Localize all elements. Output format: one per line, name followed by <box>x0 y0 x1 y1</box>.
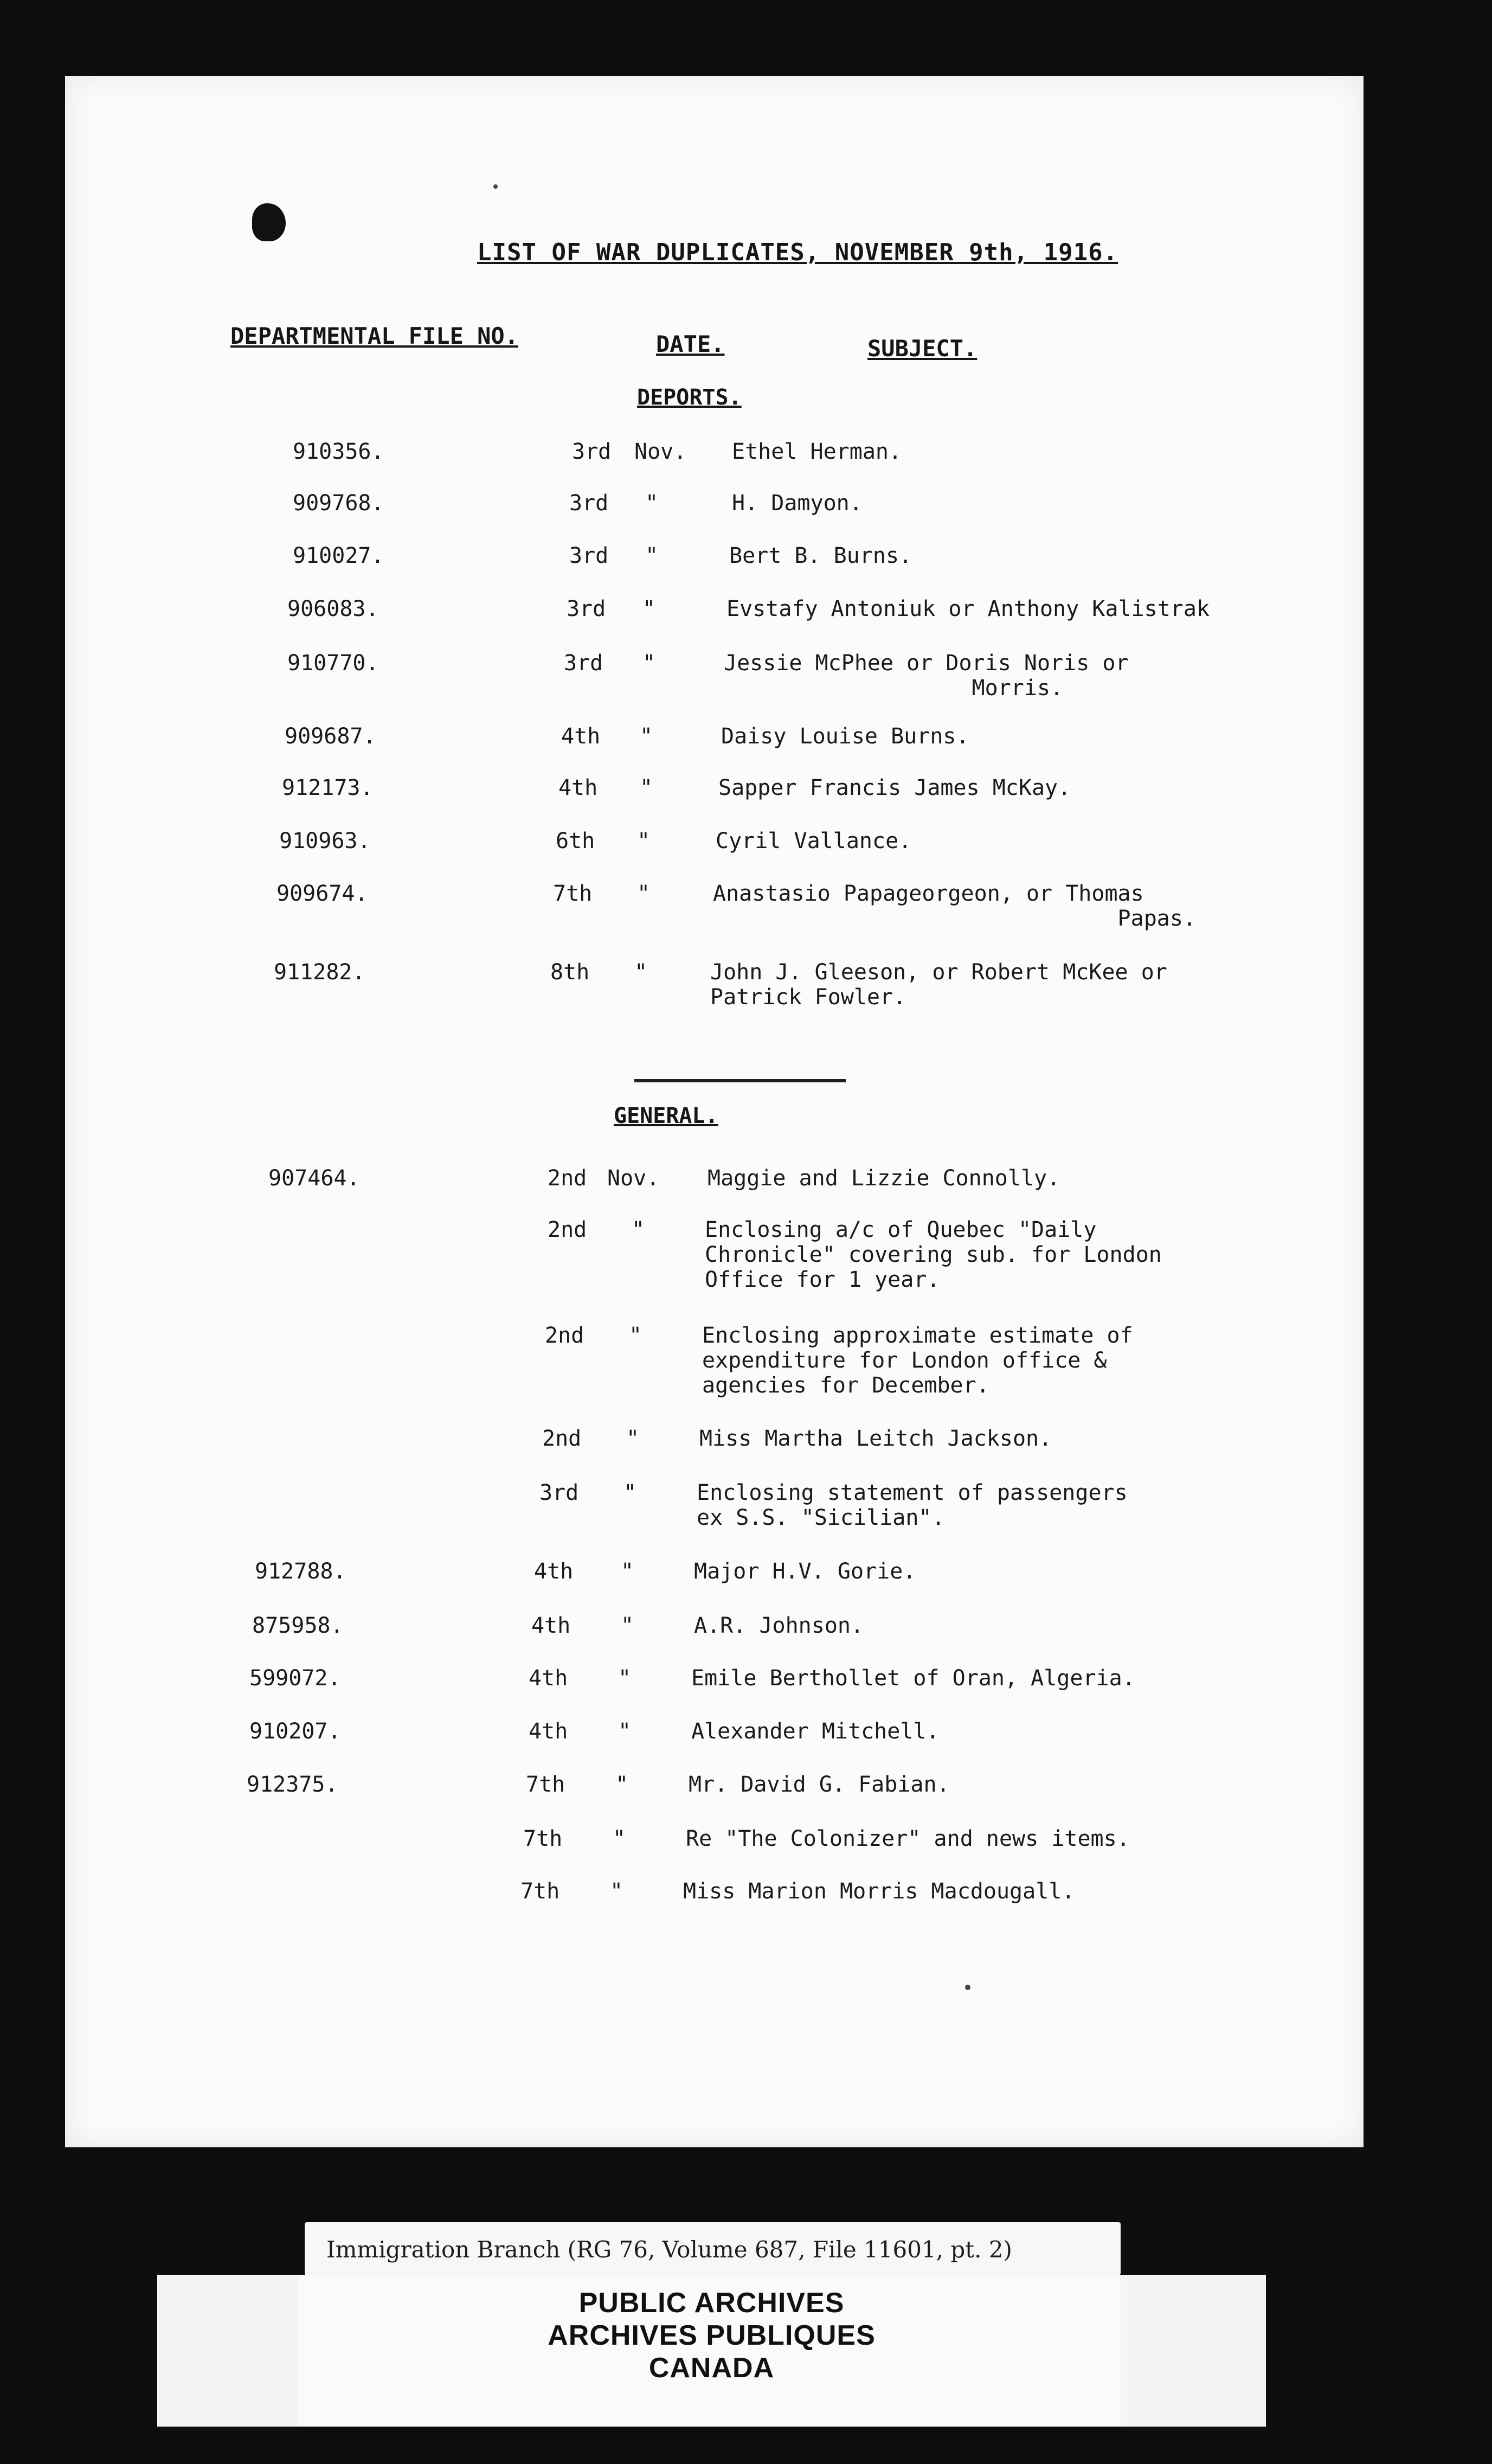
entry-subject: Emile Berthollet of Oran, Algeria. <box>691 1666 1135 1691</box>
entry-date: 3rd <box>539 1480 579 1505</box>
entry-date: 6th <box>556 829 595 854</box>
entry-date: 3rd <box>569 543 609 568</box>
entry-month: " <box>645 543 659 568</box>
entry-subject: Ethel Herman. <box>732 439 902 464</box>
archive-stamp <box>157 2275 1266 2427</box>
entry-month: " <box>634 960 648 985</box>
entry-subject: Sapper Francis James McKay. <box>718 775 1071 800</box>
entry-month: " <box>629 1323 642 1348</box>
entry-month: " <box>618 1666 632 1691</box>
dust-speck <box>493 184 498 189</box>
archive-source-text: Immigration Branch (RG 76, Volume 687, File 11601, pt. 2) <box>326 2236 1012 2263</box>
file-number: 875958. <box>252 1613 344 1638</box>
entry-date: 4th <box>561 724 601 749</box>
file-number: 907464. <box>268 1166 360 1191</box>
entry-date: 7th <box>553 881 593 906</box>
entry-subject: Mr. David G. Fabian. <box>689 1772 950 1797</box>
entry-month: " <box>613 1826 626 1851</box>
entry-subject: Maggie and Lizzie Connolly. <box>708 1166 1060 1191</box>
entry-date: 3rd <box>567 596 606 621</box>
entry-date: 4th <box>529 1666 568 1691</box>
entry-date: 8th <box>550 960 590 985</box>
entry-date: 2nd <box>548 1166 587 1191</box>
header-file-no: DEPARTMENTAL FILE NO. <box>230 323 519 349</box>
entry-subject: H. Damyon. <box>732 491 863 516</box>
archive-line-2: ARCHIVES PUBLIQUES <box>548 2320 876 2351</box>
file-number: 912375. <box>247 1772 338 1797</box>
entry-month: " <box>640 724 653 749</box>
entry-month: " <box>637 881 651 906</box>
entry-month: " <box>642 651 656 676</box>
entry-date: 3rd <box>569 491 609 516</box>
entry-date: 7th <box>520 1879 560 1904</box>
entry-month: " <box>623 1480 637 1505</box>
archive-source-label <box>305 2222 1121 2275</box>
document-sheet <box>65 76 1364 2147</box>
entry-month: " <box>642 596 656 621</box>
entry-subject: Jessie McPhee or Doris Noris or Morris. <box>724 651 1129 701</box>
entry-month: " <box>610 1879 623 1904</box>
file-number: 910027. <box>293 543 384 568</box>
entry-month: Nov. <box>634 439 687 464</box>
entry-month: " <box>645 491 659 516</box>
file-number: 910770. <box>287 651 379 676</box>
file-number: 910207. <box>249 1719 341 1744</box>
entry-subject: Cyril Vallance. <box>716 829 912 854</box>
file-number: 910963. <box>279 829 371 854</box>
file-number: 912173. <box>282 775 374 800</box>
file-number: 909687. <box>285 724 376 749</box>
entry-date: 2nd <box>548 1217 587 1242</box>
entry-date: 7th <box>526 1772 565 1797</box>
section-deports-heading: DEPORTS. <box>637 385 742 410</box>
entry-date: 3rd <box>572 439 612 464</box>
file-number: 599072. <box>249 1666 341 1691</box>
header-date: DATE. <box>656 331 725 357</box>
entry-subject: Miss Marion Morris Macdougall. <box>683 1879 1075 1904</box>
entry-month: Nov. <box>607 1166 660 1191</box>
file-number: 912788. <box>255 1559 346 1584</box>
entry-subject: Alexander Mitchell. <box>691 1719 940 1744</box>
file-number: 909768. <box>293 491 384 516</box>
document-title: LIST OF WAR DUPLICATES, NOVEMBER 9th, 1916. <box>477 239 1118 266</box>
entry-date: 2nd <box>545 1323 584 1348</box>
entry-date: 3rd <box>564 651 603 676</box>
file-number: 911282. <box>274 960 365 985</box>
entry-month: " <box>626 1426 640 1451</box>
entry-month: " <box>637 829 651 854</box>
entry-month: " <box>615 1772 629 1797</box>
entry-subject: Enclosing statement of passengers ex S.S. "Sicilian". <box>697 1480 1128 1530</box>
entry-month: " <box>621 1613 634 1638</box>
entry-subject: Miss Martha Leitch Jackson. <box>699 1426 1052 1451</box>
header-subject: SUBJECT. <box>867 335 977 362</box>
section-general-heading: GENERAL. <box>614 1103 718 1128</box>
entry-month: " <box>632 1217 645 1242</box>
entry-subject: A.R. Johnson. <box>694 1613 864 1638</box>
entry-subject: Anastasio Papageorgeon, or Thomas Papas. <box>713 881 1197 931</box>
entry-subject: Enclosing a/c of Quebec "Daily Chronicle" covering sub. for London Office for 1 year. <box>705 1217 1162 1292</box>
entry-date: 2nd <box>542 1426 582 1451</box>
entry-month: " <box>621 1559 634 1584</box>
dust-speck <box>965 1985 970 1990</box>
entry-subject: Enclosing approximate estimate of expenditure for London office & agencies for December. <box>702 1323 1133 1398</box>
entry-date: 4th <box>529 1719 568 1744</box>
entry-subject: John J. Gleeson, or Robert McKee or Patrick Fowler. <box>710 960 1167 1010</box>
entry-date: 4th <box>558 775 598 800</box>
entry-month: " <box>618 1719 632 1744</box>
entry-date: 7th <box>523 1826 563 1851</box>
entry-subject: Evstafy Antoniuk or Anthony Kalistrak <box>726 596 1210 621</box>
entry-date: 4th <box>534 1559 574 1584</box>
entry-subject: Major H.V. Gorie. <box>694 1559 916 1584</box>
section-divider <box>634 1079 846 1082</box>
entry-date: 4th <box>531 1613 571 1638</box>
archive-line-1: PUBLIC ARCHIVES <box>578 2287 845 2319</box>
file-number: 909674. <box>276 881 368 906</box>
entry-subject: Daisy Louise Burns. <box>721 724 969 749</box>
entry-month: " <box>640 775 653 800</box>
file-number: 906083. <box>287 596 379 621</box>
entry-subject: Re "The Colonizer" and news items. <box>686 1826 1130 1851</box>
archive-line-3: CANADA <box>648 2352 775 2384</box>
file-number: 910356. <box>293 439 384 464</box>
ink-blot <box>252 203 286 241</box>
entry-subject: Bert B. Burns. <box>729 543 912 568</box>
